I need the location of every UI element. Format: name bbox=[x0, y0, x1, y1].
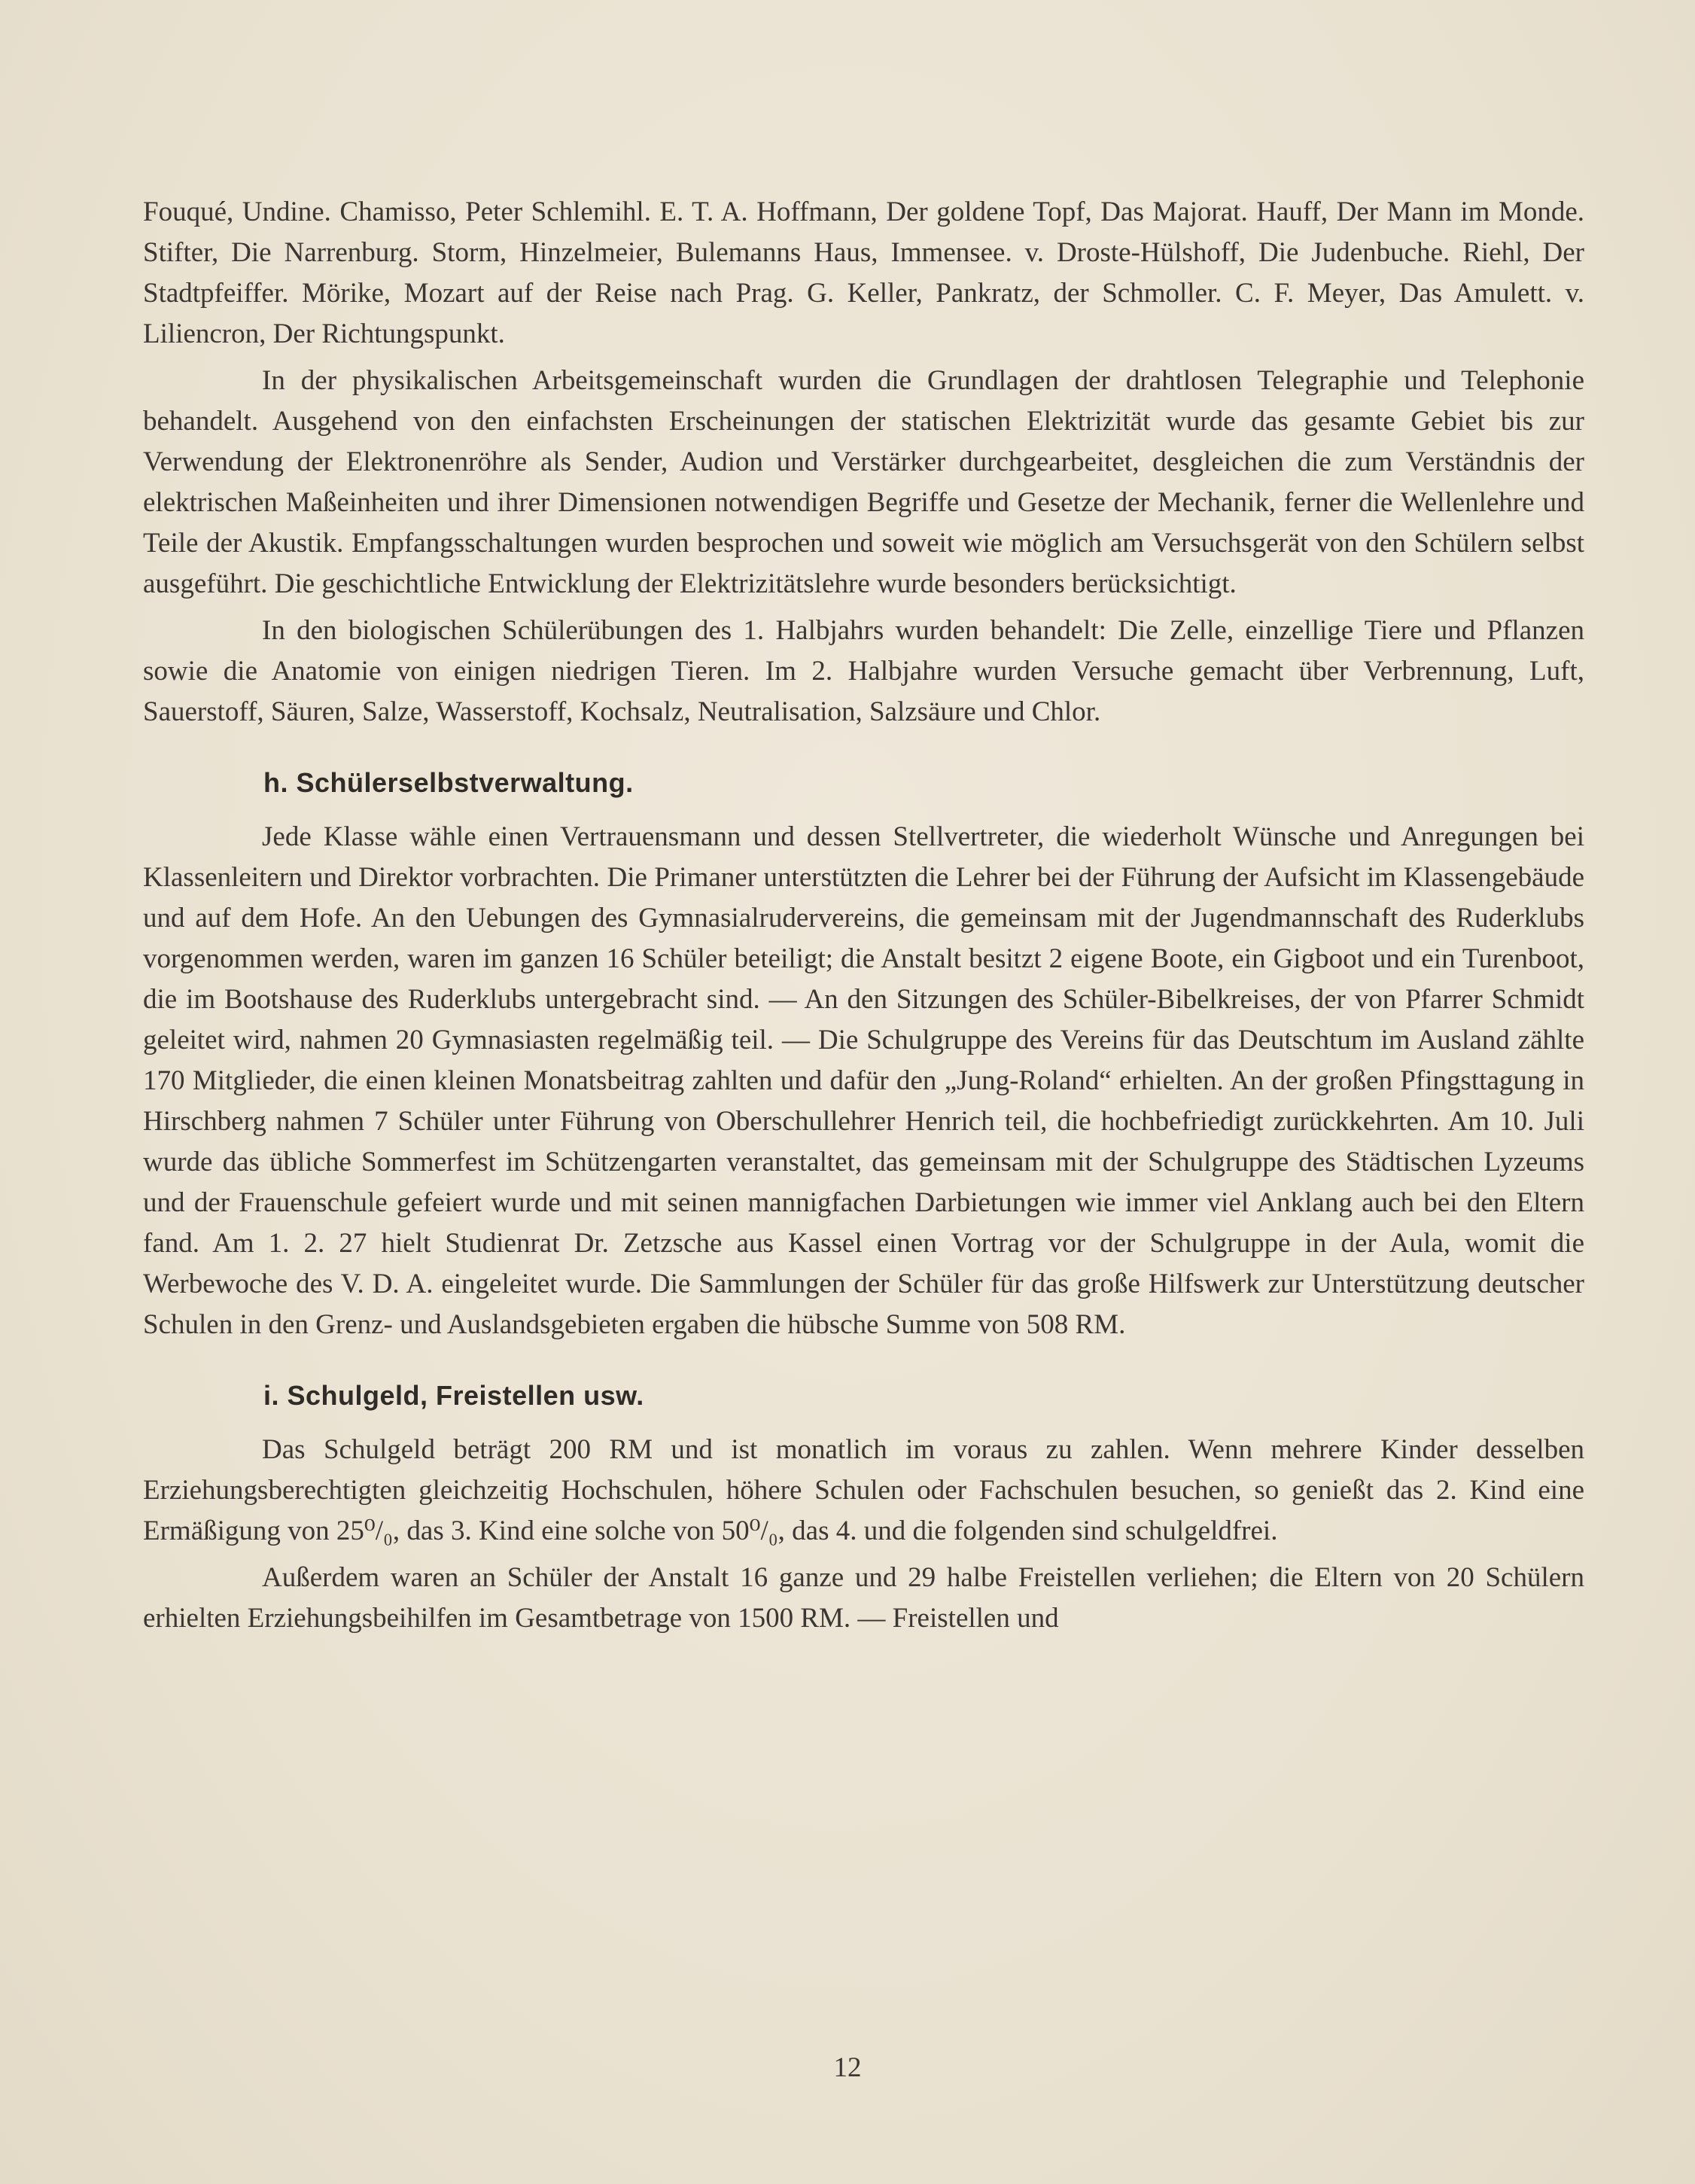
paragraph-free-places: Außerdem waren an Schüler der Anstalt 16 ganze und 29 halbe Freistellen verliehen; die Eltern von 20 Schülern erhielten Erziehungsbeihilfen im Gesamtbetrage von 1500 RM. — Freistellen und bbox=[143, 1562, 1584, 1634]
paragraph-tuition: Das Schulgeld beträgt 200 RM und ist monatlich im voraus zu zahlen. Wenn mehrere Kinder desselben Erziehungsberechtigten gleichzeitig Hochschulen, höhere Schulen oder Fachschulen besuchen, so genießt das 2. Kind eine Ermäßigung von 25⁰/₀, das 3. Kind eine solche von 50⁰/₀, das 4. und die folgenden sind schulgeldfrei. bbox=[143, 1434, 1584, 1546]
paragraph-literature-list: Fouqué, Undine. Chamisso, Peter Schlemihl. E. T. A. Hoffmann, Der goldene Topf, Das Majorat. Hauff, Der Mann im Monde. Stifter, Die Narrenburg. Storm, Hinzelmeier, Bulemanns Haus, Immensee. v. Droste-Hülshoff, Die Judenbuche. Riehl, Der Stadtpfeiffer. Mörike, Mozart auf der Reise nach Prag. G. Keller, Pankratz, der Schmoller. C. F. Meyer, Das Amulett. v. Liliencron, Der Richtungspunkt. bbox=[143, 196, 1584, 349]
paragraph-self-administration: Jede Klasse wähle einen Vertrauensmann und dessen Stellvertreter, die wiederholt Wünsche und Anregungen bei Klassenleitern und Direktor vorbrachten. Die Primaner unterstützten die Lehrer bei der Führung der Aufsicht im Klassengebäude und auf dem Hofe. An den Uebungen des Gymnasialrudervereins, die gemeinsam mit der Jugendmannschaft des Ruderklubs vorgenommen werden, waren im ganzen 16 Schüler beteiligt; die Anstalt besitzt 2 eigene Boote, ein Gigboot und ein Turenboot, die im Bootshause des Ruderklubs untergebracht sind. — An den Sitzungen des Schüler-Bibelkreises, der von Pfarrer Schmidt geleitet wird, nahmen 20 Gymnasiasten regelmäßig teil. — Die Schulgruppe des Vereins für das Deutschtum im Ausland zählte 170 Mitglieder, die einen kleinen Monatsbeitrag zahlten und dafür den „Jung-Roland“ erhielten. An der großen Pfingsttagung in Hirschberg nahmen 7 Schüler unter Führung von Oberschullehrer Henrich teil, die hochbefriedigt zurückkehrten. Am 10. Juli wurde das übliche Sommerfest im Schützengarten veranstaltet, das gemeinsam mit der Schulgruppe des Städtischen Lyzeums und der Frauenschule gefeiert wurde und mit seinen mannigfachen Darbietungen wie immer viel Anklang auch bei den Eltern fand. Am 1. 2. 27 hielt Studienrat Dr. Zetzsche aus Kassel einen Vortrag vor der Schulgruppe in der Aula, womit die Werbewoche des V. D. A. eingeleitet wurde. Die Sammlungen der Schüler für das große Hilfswerk zur Unterstützung deutscher Schulen in den Grenz- und Auslandsgebieten ergaben die hübsche Summe von 508 RM. bbox=[143, 821, 1584, 1340]
paragraph-physics-group: In der physikalischen Arbeitsgemeinschaft wurden die Grundlagen der drahtlosen Telegraphie und Telephonie behandelt. Ausgehend von den einfachsten Erscheinungen der statischen Elektrizität wurde das gesamte Gebiet bis zur Verwendung der Elektronenröhre als Sender, Audion und Verstärker durchgearbeitet, desgleichen die zum Verständnis der elektrischen Maßeinheiten und ihrer Dimensionen notwendigen Begriffe und Gesetze der Mechanik, ferner die Wellenlehre und Teile der Akustik. Empfangsschaltungen wurden besprochen und soweit wie möglich am Versuchsgerät von den Schülern selbst ausgeführt. Die geschichtliche Entwicklung der Elektrizitätslehre wurde besonders berücksichtigt. bbox=[143, 365, 1584, 599]
paragraph-biology-exercises: In den biologischen Schülerübungen des 1. Halbjahrs wurden behandelt: Die Zelle, einzellige Tiere und Pflanzen sowie die Anatomie von einigen niedrigen Tieren. Im 2. Halbjahre wurden Versuche gemacht über Verbrennung, Luft, Sauerstoff, Säuren, Salze, Wasserstoff, Kochsalz, Neutralisation, Salzsäure und Chlor. bbox=[143, 615, 1584, 727]
section-heading-h: h. Schülerselbstverwaltung. bbox=[263, 767, 634, 798]
section-heading-i: i. Schulgeld, Freistellen usw. bbox=[263, 1380, 644, 1411]
page-content bbox=[143, 192, 1584, 1645]
page-number: 12 bbox=[833, 2052, 862, 2083]
